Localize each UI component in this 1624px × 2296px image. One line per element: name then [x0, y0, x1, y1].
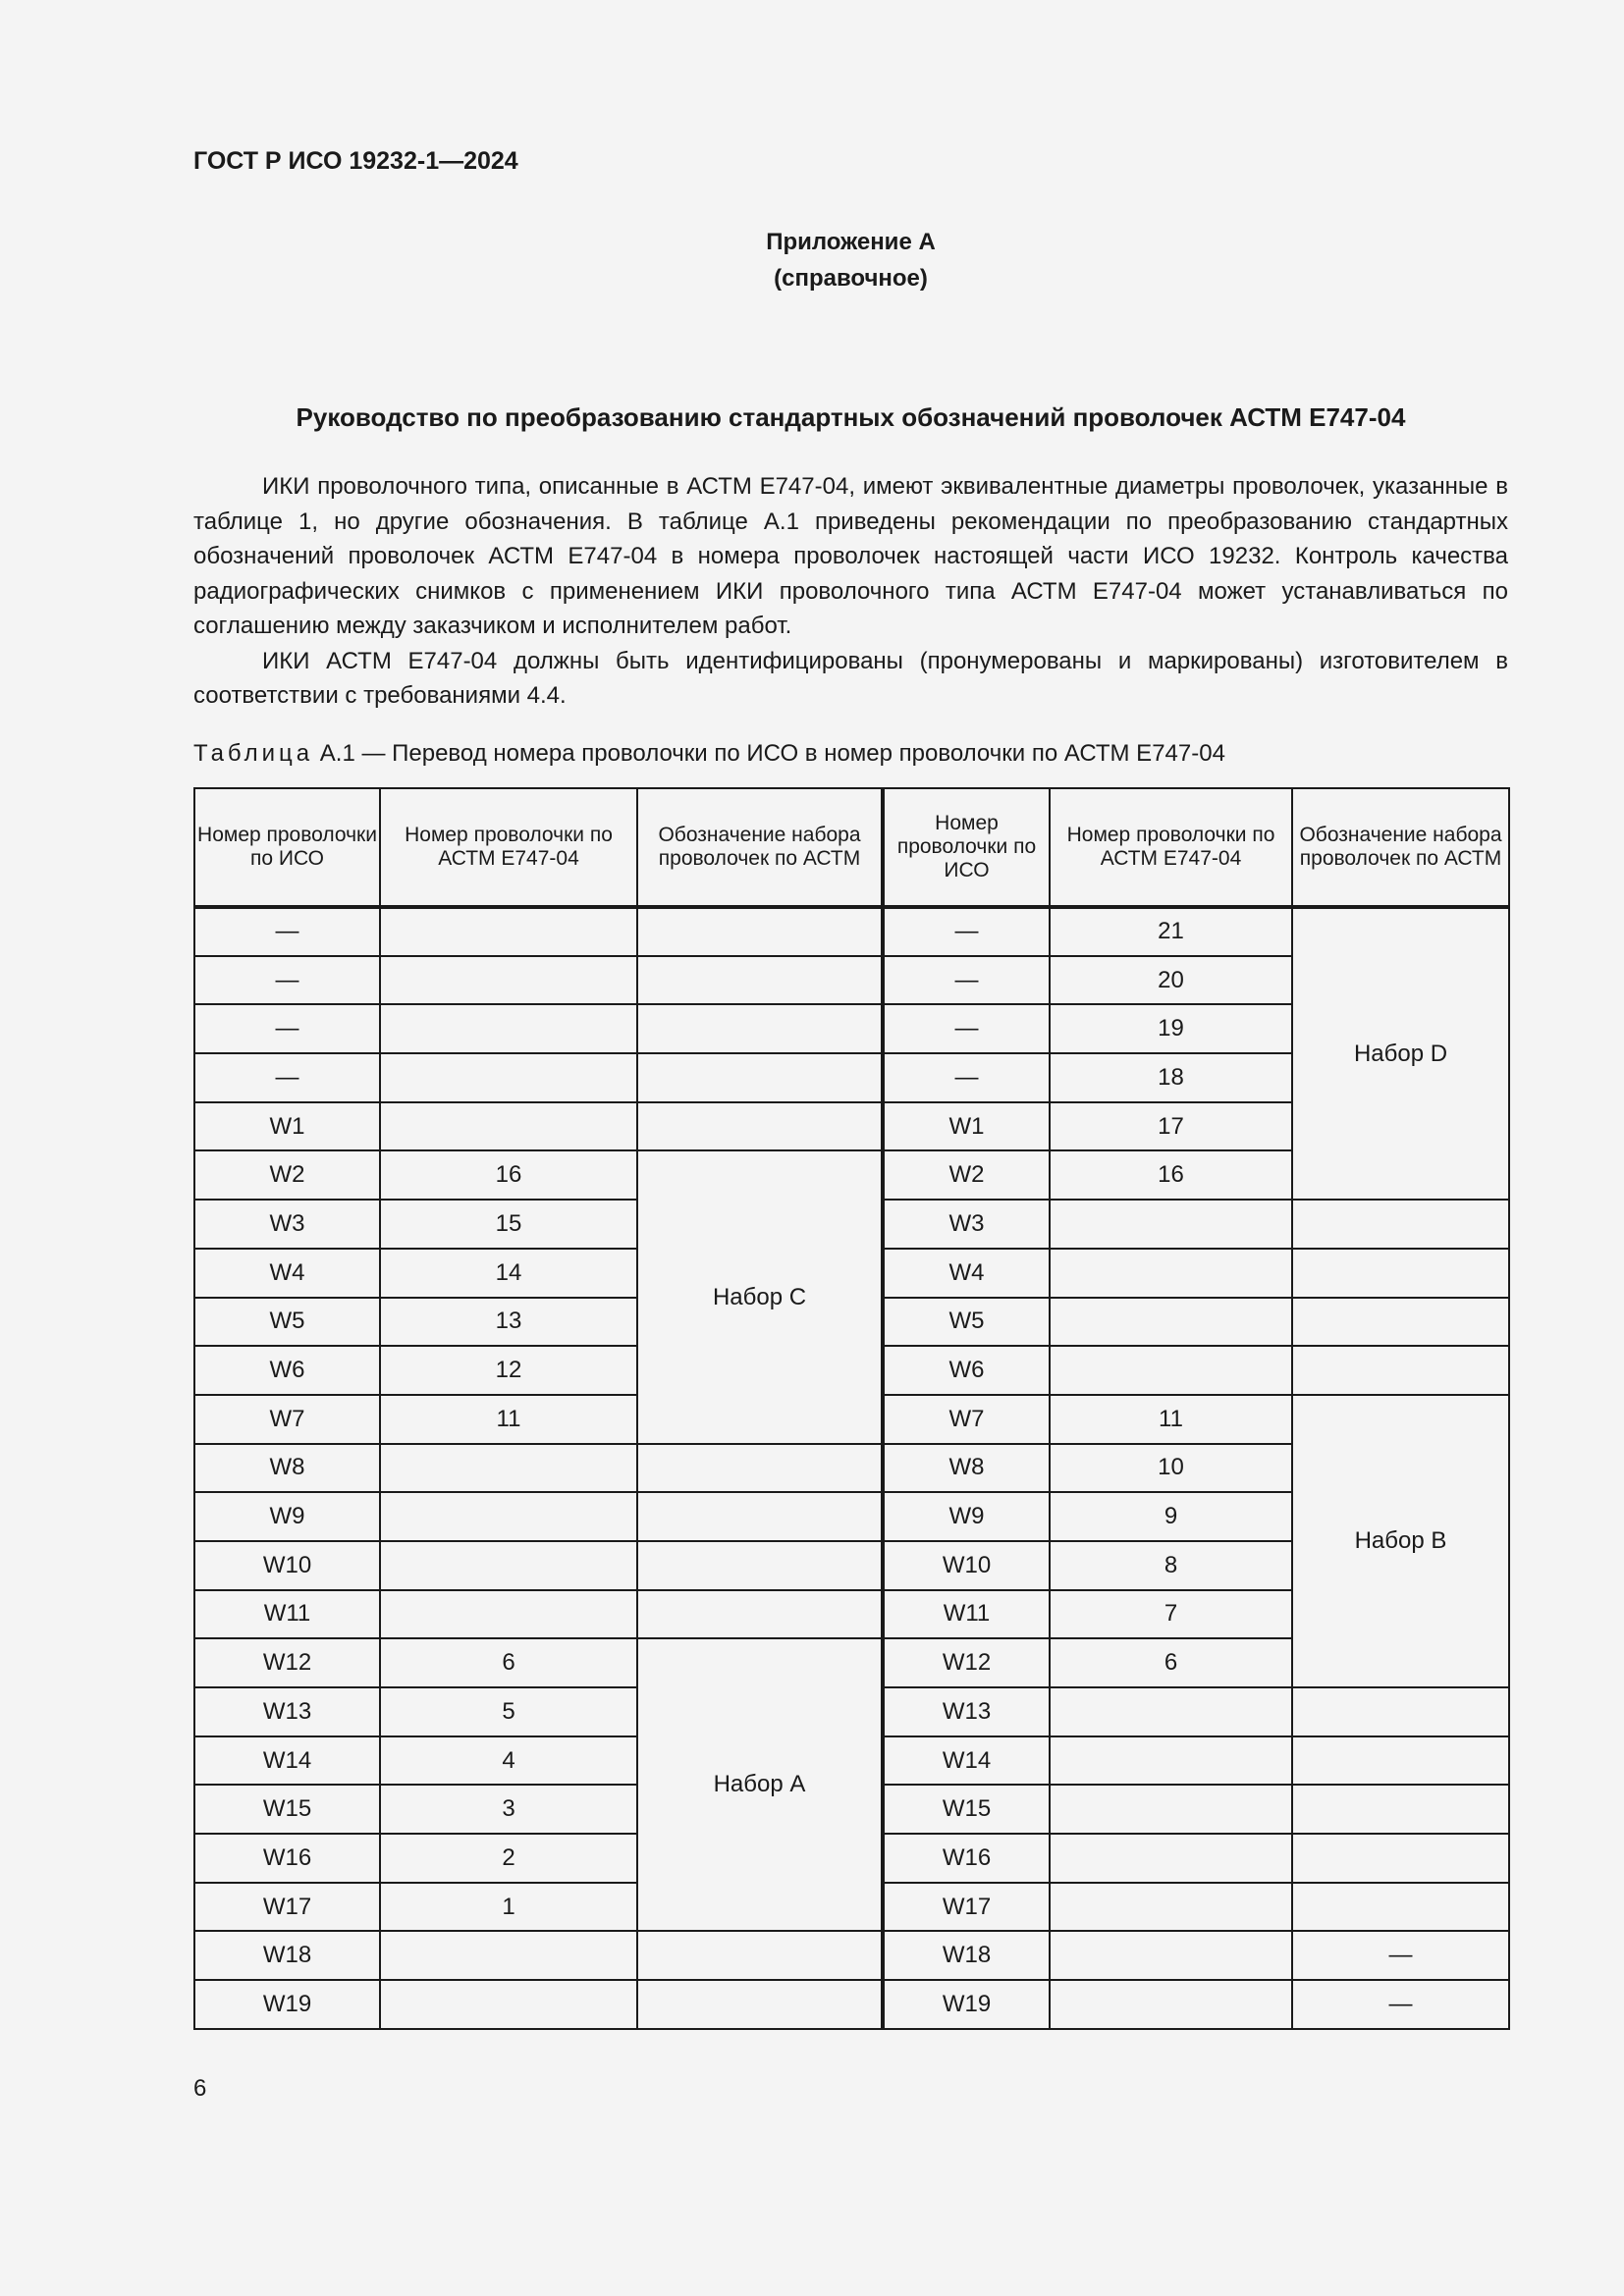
astm-number-cell — [1050, 1200, 1292, 1249]
astm-number-cell — [380, 1541, 637, 1590]
astm-number-cell: 18 — [1050, 1053, 1292, 1102]
iso-number-cell: — — [194, 907, 380, 956]
iso-number-cell: W16 — [194, 1834, 380, 1883]
iso-number-cell: W13 — [883, 1687, 1050, 1736]
astm-number-cell: 1 — [380, 1883, 637, 1932]
astm-number-cell: 19 — [1050, 1004, 1292, 1053]
astm-set-cell — [1292, 1298, 1509, 1347]
astm-number-cell — [380, 1590, 637, 1639]
iso-number-cell: W14 — [194, 1736, 380, 1786]
iso-number-cell: W12 — [194, 1638, 380, 1687]
astm-number-cell — [380, 1492, 637, 1541]
astm-number-cell: 4 — [380, 1736, 637, 1786]
iso-number-cell: W3 — [194, 1200, 380, 1249]
iso-number-cell: W11 — [883, 1590, 1050, 1639]
table-caption-label: Таблица — [193, 740, 314, 767]
astm-number-cell — [380, 1980, 637, 2029]
iso-number-cell: — — [883, 956, 1050, 1005]
iso-number-cell: W17 — [883, 1883, 1050, 1932]
astm-number-cell — [380, 1931, 637, 1980]
iso-number-cell: W6 — [194, 1346, 380, 1395]
astm-number-cell — [1050, 1883, 1292, 1932]
astm-number-cell: 10 — [1050, 1444, 1292, 1493]
iso-number-cell: W14 — [883, 1736, 1050, 1786]
astm-number-cell — [380, 1004, 637, 1053]
table-body — [194, 907, 1509, 2029]
table-row — [194, 907, 1509, 956]
iso-number-cell: W7 — [194, 1395, 380, 1444]
iso-number-cell: W10 — [883, 1541, 1050, 1590]
iso-number-cell: W2 — [194, 1150, 380, 1200]
iso-number-cell: W16 — [883, 1834, 1050, 1883]
astm-number-cell: 11 — [380, 1395, 637, 1444]
iso-number-cell: W2 — [883, 1150, 1050, 1200]
astm-set-cell — [637, 1590, 883, 1639]
table-row — [194, 1931, 1509, 1980]
iso-number-cell: — — [883, 1004, 1050, 1053]
astm-number-cell: 16 — [1050, 1150, 1292, 1200]
iso-number-cell: W6 — [883, 1346, 1050, 1395]
astm-set-cell — [637, 1053, 883, 1102]
astm-number-cell: 8 — [1050, 1541, 1292, 1590]
astm-set-cell: — — [1292, 1931, 1509, 1980]
astm-set-cell: — — [1292, 1980, 1509, 2029]
section-title: Руководство по преобразованию стандартных обозначений проволочек АСТМ Е747-04 — [296, 402, 1406, 432]
annex-heading — [0, 224, 1624, 296]
iso-number-cell: W1 — [883, 1102, 1050, 1151]
iso-number-cell: W15 — [194, 1785, 380, 1834]
iso-number-cell: W5 — [194, 1298, 380, 1347]
astm-number-cell: 9 — [1050, 1492, 1292, 1541]
astm-number-cell: 12 — [380, 1346, 637, 1395]
astm-number-cell: 5 — [380, 1687, 637, 1736]
astm-number-cell: 14 — [380, 1249, 637, 1298]
astm-number-cell: 2 — [380, 1834, 637, 1883]
document-code: ГОСТ Р ИСО 19232-1—2024 — [193, 147, 518, 175]
iso-number-cell: — — [194, 1004, 380, 1053]
iso-number-cell: W8 — [883, 1444, 1050, 1493]
astm-number-cell: 16 — [380, 1150, 637, 1200]
astm-number-cell — [380, 1102, 637, 1151]
iso-number-cell: W9 — [194, 1492, 380, 1541]
header-astm-number-right: Номер проволочки по АСТМ Е747-04 — [1050, 788, 1292, 907]
iso-number-cell: W5 — [883, 1298, 1050, 1347]
iso-number-cell: W10 — [194, 1541, 380, 1590]
iso-number-cell: W1 — [194, 1102, 380, 1151]
iso-number-cell: W7 — [883, 1395, 1050, 1444]
astm-number-cell — [1050, 1346, 1292, 1395]
iso-number-cell: W11 — [194, 1590, 380, 1639]
iso-number-cell: W18 — [194, 1931, 380, 1980]
table-row — [194, 1980, 1509, 2029]
page-number: 6 — [193, 2075, 207, 2102]
astm-set-cell — [637, 1102, 883, 1151]
astm-set-cell: Набор D — [1292, 907, 1509, 1200]
astm-set-cell — [1292, 1200, 1509, 1249]
header-iso-number-left: Номер проволочки по ИСО — [194, 788, 380, 907]
astm-number-cell — [1050, 1687, 1292, 1736]
iso-number-cell: W19 — [883, 1980, 1050, 2029]
iso-number-cell: W12 — [883, 1638, 1050, 1687]
astm-number-cell: 6 — [380, 1638, 637, 1687]
astm-set-cell — [637, 1980, 883, 2029]
astm-set-cell — [637, 1492, 883, 1541]
astm-set-cell — [1292, 1883, 1509, 1932]
astm-number-cell — [1050, 1834, 1292, 1883]
astm-number-cell — [1050, 1249, 1292, 1298]
annex-title: Приложение А — [766, 229, 936, 255]
astm-number-cell — [380, 907, 637, 956]
astm-number-cell — [1050, 1785, 1292, 1834]
astm-number-cell: 11 — [1050, 1395, 1292, 1444]
header-astm-number-left: Номер проволочки по АСТМ Е747-04 — [380, 788, 637, 907]
iso-number-cell: W8 — [194, 1444, 380, 1493]
table-header-row — [194, 788, 1509, 907]
iso-number-cell: W13 — [194, 1687, 380, 1736]
astm-number-cell: 13 — [380, 1298, 637, 1347]
astm-set-cell — [1292, 1834, 1509, 1883]
iso-number-cell: — — [194, 1053, 380, 1102]
astm-number-cell: 6 — [1050, 1638, 1292, 1687]
astm-number-cell — [380, 1053, 637, 1102]
astm-set-cell: Набор С — [637, 1150, 883, 1443]
astm-number-cell: 17 — [1050, 1102, 1292, 1151]
iso-number-cell: — — [883, 1053, 1050, 1102]
astm-number-cell: 7 — [1050, 1590, 1292, 1639]
iso-number-cell: W9 — [883, 1492, 1050, 1541]
annex-subtitle: (справочное) — [774, 265, 928, 292]
astm-set-cell — [637, 1541, 883, 1590]
astm-set-cell — [637, 1444, 883, 1493]
iso-number-cell: — — [194, 956, 380, 1005]
astm-set-cell — [1292, 1785, 1509, 1834]
paragraph: ИКИ проволочного типа, описанные в АСТМ Е747-04, имеют эквивалентные диаметры проволочек, указанные в таблице 1, но другие обозначения. В таблице А.1 приведены рекомендации по преобразованию стандартных обозначений проволочек АСТМ Е747-04 в номера проволочек настоящей части ИСО 19232. Контроль качества радиографических снимков с применением ИКИ проволочного типа АСТМ Е747-04 может устанавливаться по соглашению между заказчиком и исполнителем работ. — [193, 473, 1508, 639]
paragraph: ИКИ АСТМ Е747-04 должны быть идентифицированы (пронумерованы и маркированы) изготовителем в соответствии с требованиями 4.4. — [193, 647, 1508, 709]
astm-set-cell — [637, 1004, 883, 1053]
astm-set-cell — [1292, 1249, 1509, 1298]
astm-number-cell: 3 — [380, 1785, 637, 1834]
iso-number-cell: — — [883, 907, 1050, 956]
astm-set-cell: Набор В — [1292, 1395, 1509, 1687]
astm-number-cell — [1050, 1980, 1292, 2029]
astm-set-cell — [1292, 1687, 1509, 1736]
iso-number-cell: W17 — [194, 1883, 380, 1932]
astm-number-cell — [380, 1444, 637, 1493]
astm-set-cell — [1292, 1346, 1509, 1395]
astm-number-cell — [1050, 1736, 1292, 1786]
iso-number-cell: W18 — [883, 1931, 1050, 1980]
iso-number-cell: W4 — [194, 1249, 380, 1298]
iso-number-cell: W3 — [883, 1200, 1050, 1249]
astm-number-cell — [380, 956, 637, 1005]
header-astm-set-left: Обозначение набора проволочек по АСТМ — [637, 788, 883, 907]
astm-set-cell — [1292, 1736, 1509, 1786]
table-caption-text: А.1 — Перевод номера проволочки по ИСО в номер проволочки по АСТМ Е747-04 — [319, 740, 1225, 767]
astm-number-cell: 15 — [380, 1200, 637, 1249]
astm-number-cell — [1050, 1931, 1292, 1980]
astm-set-cell — [637, 956, 883, 1005]
astm-number-cell: 21 — [1050, 907, 1292, 956]
astm-set-cell — [637, 1931, 883, 1980]
astm-number-cell — [1050, 1298, 1292, 1347]
astm-set-cell — [637, 907, 883, 956]
table-caption — [193, 740, 1225, 768]
conversion-table — [193, 787, 1510, 2030]
astm-number-cell: 20 — [1050, 956, 1292, 1005]
iso-number-cell: W19 — [194, 1980, 380, 2029]
body-text — [193, 469, 1508, 714]
iso-number-cell: W4 — [883, 1249, 1050, 1298]
iso-number-cell: W15 — [883, 1785, 1050, 1834]
astm-set-cell: Набор А — [637, 1638, 883, 1931]
header-astm-set-right: Обозначение набора проволочек по АСТМ — [1292, 788, 1509, 907]
header-iso-number-right: Номер проволочки по ИСО — [883, 788, 1050, 907]
